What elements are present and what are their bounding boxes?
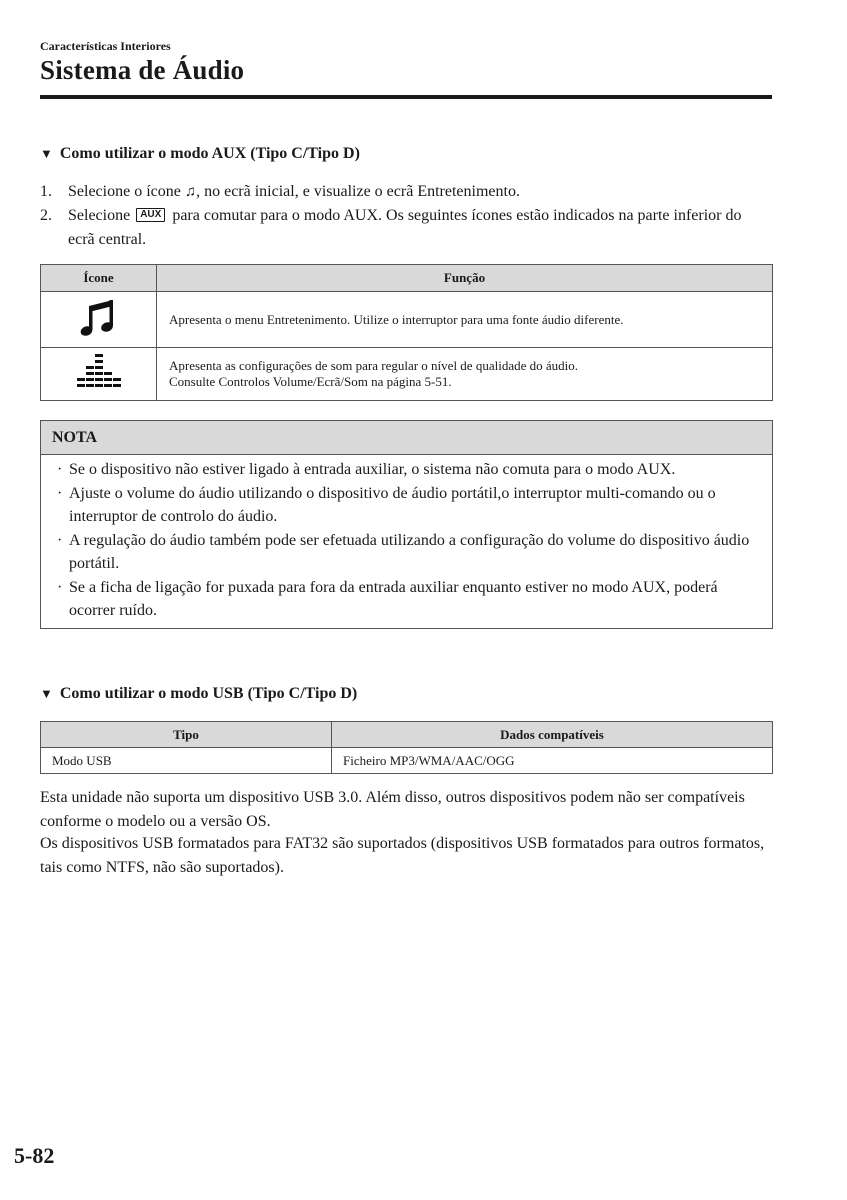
usb-heading-text: Como utilizar o modo USB (Tipo C/Tipo D) xyxy=(59,685,358,702)
table-header-row xyxy=(41,722,773,748)
nota-box xyxy=(40,420,773,629)
page-title: Sistema de Áudio xyxy=(40,55,245,85)
step-text: para comutar para o modo AUX. Os seguintes ícones estão indicados na parte inferior do ecrã central. xyxy=(68,207,742,248)
column-header: Dados compatíveis xyxy=(332,722,773,748)
icon-cell xyxy=(41,348,157,401)
step-text: Selecione xyxy=(68,207,135,224)
step-text: , no ecrã inicial, e visualize o ecrã Entretenimento. xyxy=(196,183,520,200)
nota-title: NOTA xyxy=(41,421,772,455)
column-header: Ícone xyxy=(41,265,157,292)
table-cell: Modo USB xyxy=(41,748,332,774)
bullet-dot: · xyxy=(57,578,63,596)
step-number: 1. xyxy=(40,183,52,200)
triangle-marker-icon: ▼ xyxy=(40,146,53,161)
music-note-icon xyxy=(77,296,121,340)
nota-item-text: Se o dispositivo não estiver ligado à entrada auxiliar, o sistema não comuta para o modo AUX. xyxy=(69,461,676,478)
table-row xyxy=(41,292,773,348)
bullet-dot: · xyxy=(57,461,63,478)
nota-item xyxy=(57,576,760,623)
table-header-row xyxy=(41,265,773,292)
table-row xyxy=(41,348,773,401)
aux-heading-text: Como utilizar o modo AUX (Tipo C/Tipo D) xyxy=(59,145,360,162)
aux-button-icon: AUX xyxy=(136,208,165,222)
column-header: Função xyxy=(157,265,773,292)
function-line: Consulte Controlos Volume/Ecrã/Som na página 5-51. xyxy=(169,374,452,389)
column-header: Tipo xyxy=(41,722,332,748)
usb-paragraph: Esta unidade não suporta um dispositivo USB 3.0. Além disso, outros dispositivos podem não ser compatíveis conforme o modelo ou a versão OS. xyxy=(40,789,745,830)
aux-icon-table xyxy=(40,264,773,401)
aux-heading xyxy=(40,145,360,163)
usb-table xyxy=(40,721,773,774)
aux-steps xyxy=(40,180,770,252)
nota-body xyxy=(41,455,772,628)
nota-item xyxy=(57,458,760,482)
nota-item-text: A regulação do áudio também pode ser efetuada utilizando a configuração do volume do dispositivo áudio portátil. xyxy=(69,531,750,572)
music-note-icon: ♫ xyxy=(184,184,197,200)
title-rule xyxy=(40,95,772,99)
step-2 xyxy=(40,204,770,252)
section-label: Características Interiores xyxy=(40,39,171,53)
nota-item xyxy=(57,482,760,529)
usb-heading xyxy=(40,685,357,703)
step-number: 2. xyxy=(40,207,52,224)
step-text: Selecione o ícone xyxy=(68,183,185,200)
bullet-dot: · xyxy=(57,531,63,549)
function-text: Apresenta o menu Entretenimento. Utilize o interruptor para uma fonte áudio diferente. xyxy=(157,292,773,348)
function-text xyxy=(157,348,773,401)
page-number: 5-82 xyxy=(14,1143,55,1168)
nota-item-text: Ajuste o volume do áudio utilizando o dispositivo de áudio portátil,o interruptor multi-comando ou o interruptor de controlo do áudio. xyxy=(69,484,716,525)
usb-paragraph: Os dispositivos USB formatados para FAT32 são suportados (dispositivos USB formatados para outros formatos, tais como NTFS, não são suportados). xyxy=(40,835,765,876)
table-cell: Ficheiro MP3/WMA/AAC/OGG xyxy=(332,748,773,774)
function-line: Apresenta as configurações de som para regular o nível de qualidade do áudio. xyxy=(169,358,578,373)
table-row xyxy=(41,748,773,774)
step-1 xyxy=(40,180,770,204)
bullet-dot: · xyxy=(57,484,63,502)
equalizer-icon xyxy=(74,352,124,392)
nota-item-text: Se a ficha de ligação for puxada para fora da entrada auxiliar enquanto estiver no modo AUX, poderá ocorrer ruído. xyxy=(69,578,718,619)
nota-item xyxy=(57,529,760,576)
icon-cell xyxy=(41,292,157,348)
triangle-marker-icon: ▼ xyxy=(40,686,53,701)
